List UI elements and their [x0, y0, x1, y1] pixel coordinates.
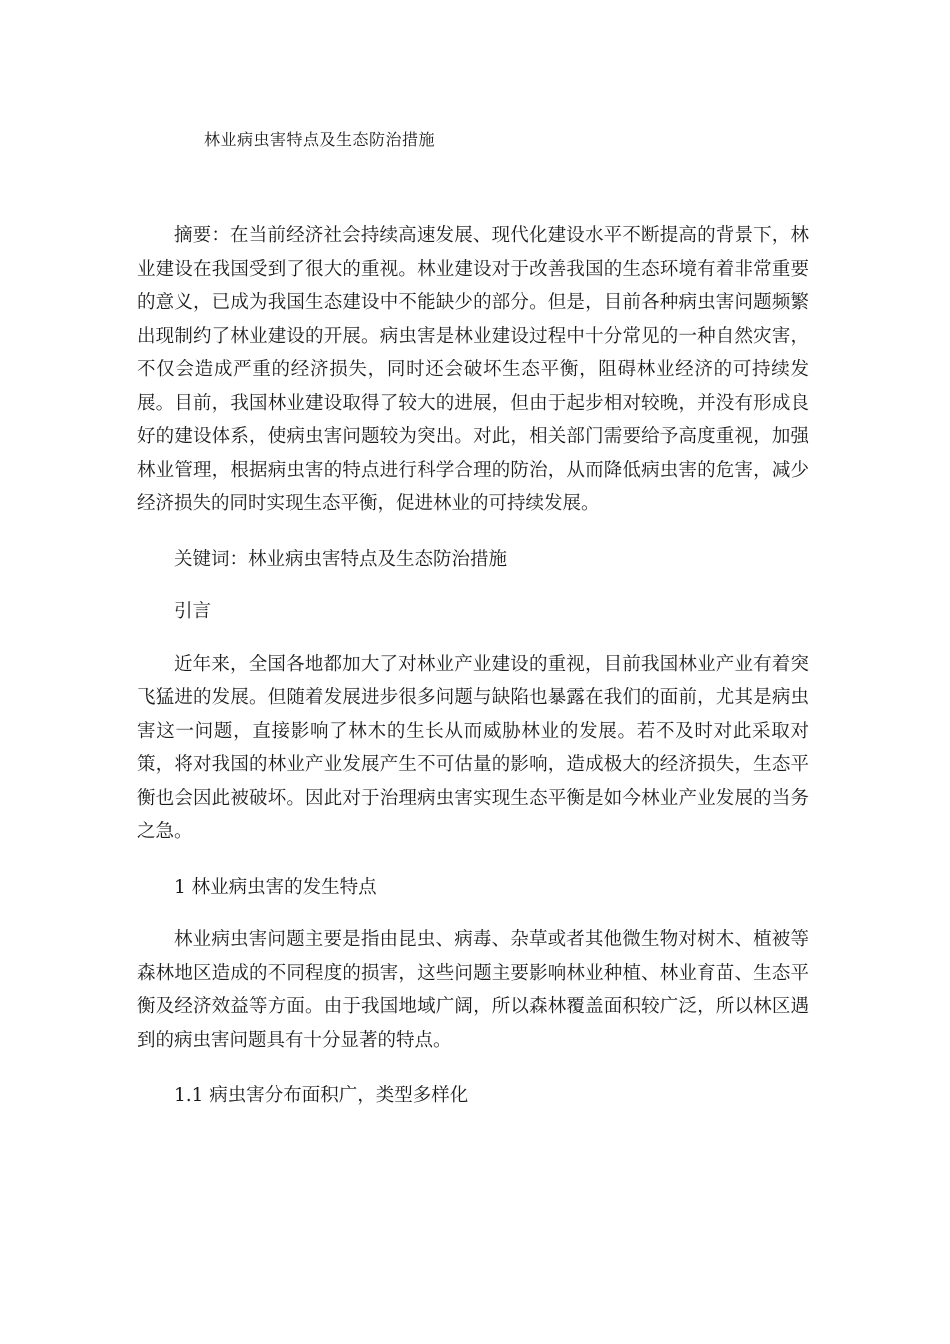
document-title: 林业病虫害特点及生态防治措施 [204, 130, 436, 149]
intro-heading: 引言 [174, 601, 212, 622]
section-1-1-heading: 1.1 病虫害分布面积广，类型多样化 [174, 1085, 469, 1106]
section-1-paragraph: 林业病虫害问题主要是指由昆虫、病毒、杂草或者其他微生物对树木、植被等森林地区造成的不同程度的损害，这些问题主要影响林业种植、林业育苗、生态平衡及经济效益等方面。由于我国地域广阔，所以森林覆盖面积较广泛，所以林区遇到的病虫害问题具有十分显著的特点。 [137, 929, 809, 1051]
abstract-paragraph: 摘要：在当前经济社会持续高速发展、现代化建设水平不断提高的背景下，林业建设在我国受到了很大的重视。林业建设对于改善我国的生态环境有着非常重要的意义，已成为我国生态建设中不能缺少的部分。但是，目前各种病虫害问题频繁出现制约了林业建设的开展。病虫害是林业建设过程中十分常见的一种自然灾害，不仅会造成严重的经济损失，同时还会破坏生态平衡，阻碍林业经济的可持续发展。目前，我国林业建设取得了较大的进展，但由于起步相对较晚，并没有形成良好的建设体系，使病虫害问题较为突出。对此，相关部门需要给予高度重视，加强林业管理，根据病虫害的特点进行科学合理的防治，从而降低病虫害的危害，减少经济损失的同时实现生态平衡，促进林业的可持续发展。 [137, 225, 809, 514]
document-body [137, 219, 809, 1132]
intro-paragraph: 近年来，全国各地都加大了对林业产业建设的重视，目前我国林业产业有着突飞猛进的发展。但随着发展进步很多问题与缺陷也暴露在我们的面前，尤其是病虫害这一问题，直接影响了林木的生长从而威胁林业的发展。若不及时对此采取对策，将对我国的林业产业发展产生不可估量的影响，造成极大的经济损失，生态平衡也会因此被破坏。因此对于治理病虫害实现生态平衡是如今林业产业发展的当务之急。 [137, 653, 809, 842]
keywords-line: 关键词：林业病虫害特点及生态防治措施 [174, 548, 508, 570]
section-1-heading: 1 林业病虫害的发生特点 [174, 876, 377, 898]
